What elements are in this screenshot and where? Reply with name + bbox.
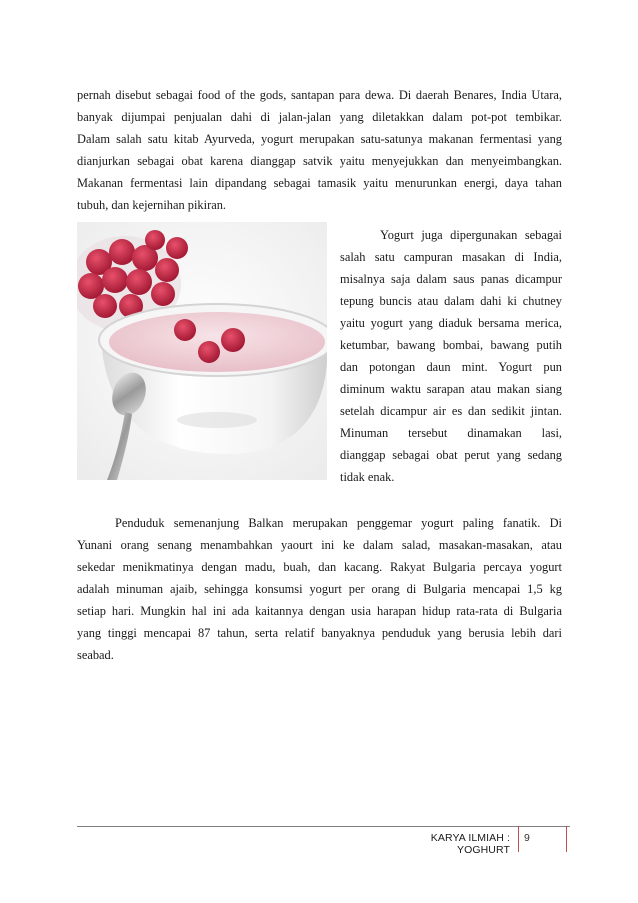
text-line: tidak enak.	[340, 470, 395, 484]
text-line: Minuman tersebut dinamakan lasi,	[340, 426, 562, 440]
text-line: seabad.	[77, 648, 114, 662]
footer-divider	[77, 826, 570, 827]
text-line: dan potongan daun mint. Yogurt pun	[340, 360, 562, 374]
footer-title: KARYA ILMIAH : YOGHURT	[430, 832, 510, 856]
text-line: Penduduk semenanjung Balkan merupakan penggemar yogurt paling fanatik. Di	[115, 516, 562, 530]
text-line: setiap hari. Mungkin hal ini ada kaitannya dengan usia harapan hidup rata-rata di Bulgaria	[77, 604, 562, 618]
text-line: Dalam salah satu kitab Ayurveda, yogurt merupakan satu-satunya makanan fermentasi yang	[77, 132, 562, 146]
text-line: dianggap sebagai obat perut yang sedang	[340, 448, 562, 462]
text-line: yang tinggi mencapai 87 tahun, serta relatif banyaknya penduduk yang berusia lebih dari	[77, 626, 562, 640]
yogurt-bowl-image	[77, 222, 327, 480]
text-line: salah satu campuran masakan di India,	[340, 250, 562, 264]
page-number: 9	[524, 832, 530, 844]
text-line: Makanan fermentasi lain dipandang sebagai tamasik yaitu menurunkan energi, daya tahan	[77, 176, 562, 190]
text-line: adalah minuman ajaib, sehingga konsumsi yogurt per orang di Bulgaria mencapai 1,5 kg	[77, 582, 562, 596]
text-line: Yunani orang senang menambahkan yaourt ini ke dalam salad, masakan-masakan, atau	[77, 538, 562, 552]
text-line: setelah dicampur air es dan sedikit jintan.	[340, 404, 562, 418]
footer-separator	[518, 826, 519, 852]
text-line: yaitu yogurt yang diaduk bersama merica,	[340, 316, 562, 330]
paragraph-food-of-gods	[77, 84, 562, 216]
paragraph-balkan	[77, 512, 562, 666]
text-line: banyak dijumpai penjualan dahi di jalan-jalan yang diletakkan dalam pot-pot tembikar.	[77, 110, 562, 124]
text-line: diminum waktu sarapan atau makan siang	[340, 382, 562, 396]
text-line: tubuh, dan kejernihan pikiran.	[77, 198, 226, 212]
paragraph-yogurt-india	[340, 224, 562, 488]
text-line: Yogurt juga dipergunakan sebagai	[380, 228, 562, 242]
text-line: pernah disebut sebagai food of the gods, santapan para dewa. Di daerah Benares, India Utara,	[77, 88, 562, 102]
footer-right-border	[566, 826, 567, 852]
text-line: misalnya saja dalam saus panas dicampur	[340, 272, 562, 286]
text-line: ketumbar, bawang bombai, bawang putih	[340, 338, 562, 352]
text-line: dianjurkan sebagai obat karena dianggap satvik yaitu menyejukkan dan menyeimbangkan.	[77, 154, 562, 168]
text-line: sekedar menikmatinya dengan madu, buah, dan kacang. Rakyat Bulgaria percaya yogurt	[77, 560, 562, 574]
text-line: tepung buncis atau dalam dahi ki chutney	[340, 294, 562, 308]
